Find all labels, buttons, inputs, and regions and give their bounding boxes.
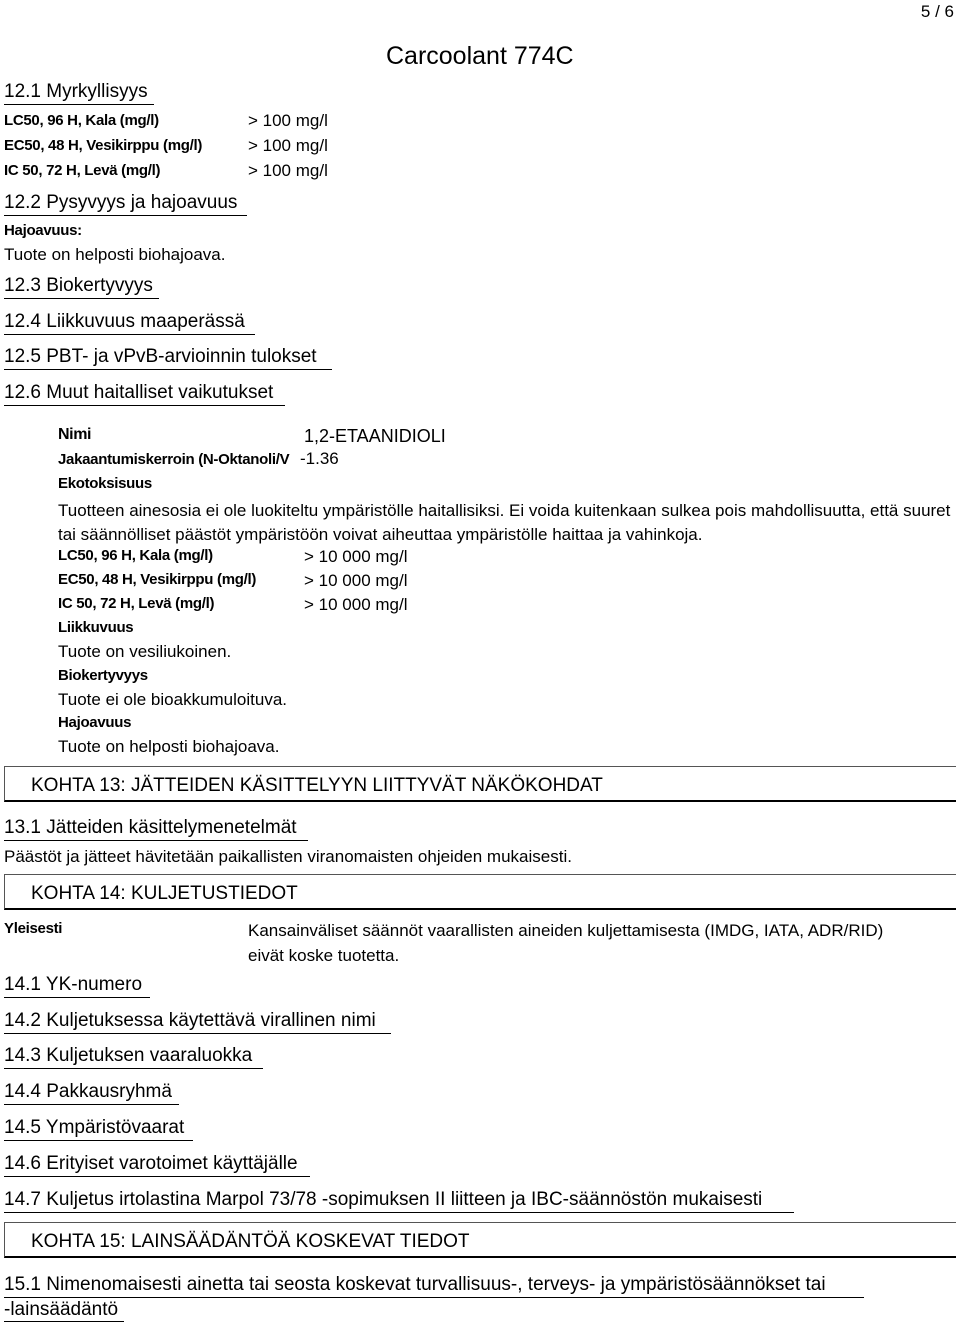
heading-14-1-underline xyxy=(4,997,150,998)
section-14-title: KOHTA 14: KULJETUSTIEDOT xyxy=(31,883,298,904)
section-15-title: KOHTA 15: LAINSÄÄDÄNTÖÄ KOSKEVAT TIEDOT xyxy=(31,1231,470,1252)
component-toxicity-value-2: > 10 000 mg/l xyxy=(304,571,408,590)
component-name-label: Nimi xyxy=(58,426,92,443)
component-toxicity-value-1: > 10 000 mg/l xyxy=(304,547,408,566)
heading-14-6-underline xyxy=(4,1176,310,1177)
heading-15-1-underline-2 xyxy=(4,1321,124,1322)
component-toxicity-label-2: EC50, 48 H, Vesikirppu (mg/l) xyxy=(58,571,257,588)
section-14-header xyxy=(4,874,956,910)
heading-14-1: 14.1 YK-numero xyxy=(4,974,143,995)
heading-15-1-underline-1 xyxy=(4,1297,864,1298)
heading-12-6-underline xyxy=(4,405,285,406)
partition-coefficient-label: Jakaantumiskerroin (N-Oktanoli/V xyxy=(58,451,290,468)
ecotoxicity-text: Tuotteen ainesosia ei ole luokiteltu ympäristölle haitallisiksi. Ei voida kuitenkaan sulkea pois mahdollisuutta, että suuret tai säännölliset päästöt ympäristöön voivat aiheuttaa ympäristölle haittaa ja vahinkoja. xyxy=(58,501,951,544)
section-15-header xyxy=(4,1222,956,1258)
heading-14-5-underline xyxy=(4,1140,193,1141)
heading-14-7-underline xyxy=(4,1212,794,1213)
heading-14-6: 14.6 Erityiset varotoimet käyttäjälle xyxy=(4,1153,298,1174)
heading-12-5: 12.5 PBT- ja vPvB-arvioinnin tulokset xyxy=(4,346,317,367)
mobility-label: Liikkuvuus xyxy=(58,619,134,636)
toxicity-label-1: LC50, 96 H, Kala (mg/l) xyxy=(4,112,159,129)
page-number: 5 / 6 xyxy=(920,2,954,21)
heading-15-1-line-2: -lainsäädäntö xyxy=(4,1299,119,1320)
toxicity-label-3: IC 50, 72 H, Levä (mg/l) xyxy=(4,162,161,179)
heading-12-1-underline xyxy=(4,104,154,105)
heading-15-1-line-1: 15.1 Nimenomaisesti ainetta tai seosta koskevat turvallisuus-, terveys- ja ympäristösäännökset tai xyxy=(4,1274,826,1295)
transport-general-text: Kansainväliset säännöt vaarallisten aineiden kuljettamisesta (IMDG, IATA, ADR/RID) eivät koske tuotetta. xyxy=(248,921,884,965)
waste-treatment-text: Päästöt ja jätteet hävitetään paikallisten viranomaisten ohjeiden mukaisesti. xyxy=(4,847,572,866)
component-degradability-text: Tuote on helposti biohajoava. xyxy=(58,737,280,756)
ecotoxicity-label: Ekotoksisuus xyxy=(58,475,152,492)
partition-coefficient-value: -1.36 xyxy=(300,449,339,468)
heading-13-1: 13.1 Jätteiden käsittelymenetelmät xyxy=(4,817,297,838)
heading-12-3: 12.3 Biokertyvyys xyxy=(4,275,153,296)
component-toxicity-label-3: IC 50, 72 H, Levä (mg/l) xyxy=(58,595,215,612)
heading-12-3-underline xyxy=(4,298,159,299)
toxicity-label-2: EC50, 48 H, Vesikirppu (mg/l) xyxy=(4,137,203,154)
heading-12-6: 12.6 Muut haitalliset vaikutukset xyxy=(4,382,274,403)
heading-14-3: 14.3 Kuljetuksen vaaraluokka xyxy=(4,1045,253,1066)
degradability-label: Hajoavuus: xyxy=(4,222,82,239)
section-13-header xyxy=(4,766,956,802)
transport-general-label: Yleisesti xyxy=(4,920,63,937)
component-toxicity-value-3: > 10 000 mg/l xyxy=(304,595,408,614)
section-13-title: KOHTA 13: JÄTTEIDEN KÄSITTELYYN LIITTYVÄT NÄKÖKOHDAT xyxy=(31,775,603,796)
product-title: Carcoolant 774C xyxy=(386,42,574,70)
heading-12-2: 12.2 Pysyvyys ja hajoavuus xyxy=(4,192,238,213)
heading-14-2-underline xyxy=(4,1033,391,1034)
heading-14-4-underline xyxy=(4,1104,179,1105)
toxicity-value-2: > 100 mg/l xyxy=(248,136,328,155)
component-name-value: 1,2-ETAANIDIOLI xyxy=(304,426,446,446)
heading-14-3-underline xyxy=(4,1068,263,1069)
bioaccumulation-label: Biokertyvyys xyxy=(58,667,148,684)
heading-14-5: 14.5 Ympäristövaarat xyxy=(4,1117,185,1138)
heading-12-2-underline xyxy=(4,215,247,216)
heading-12-4: 12.4 Liikkuvuus maaperässä xyxy=(4,311,245,332)
degradability-text: Tuote on helposti biohajoava. xyxy=(4,245,226,264)
heading-12-5-underline xyxy=(4,369,332,370)
heading-14-4: 14.4 Pakkausryhmä xyxy=(4,1081,172,1102)
heading-14-2: 14.2 Kuljetuksessa käytettävä virallinen nimi xyxy=(4,1010,376,1031)
component-degradability-label: Hajoavuus xyxy=(58,714,132,731)
toxicity-value-1: > 100 mg/l xyxy=(248,111,328,130)
heading-12-1: 12.1 Myrkyllisyys xyxy=(4,81,148,102)
toxicity-value-3: > 100 mg/l xyxy=(248,161,328,180)
heading-12-4-underline xyxy=(4,334,255,335)
heading-13-1-underline xyxy=(4,840,308,841)
component-toxicity-label-1: LC50, 96 H, Kala (mg/l) xyxy=(58,547,213,564)
bioaccumulation-text: Tuote ei ole bioakkumuloituva. xyxy=(58,690,288,709)
heading-14-7: 14.7 Kuljetus irtolastina Marpol 73/78 -sopimuksen II liitteen ja IBC-säännöstön mukaisesti xyxy=(4,1189,763,1210)
mobility-text: Tuote on vesiliukoinen. xyxy=(58,642,232,661)
